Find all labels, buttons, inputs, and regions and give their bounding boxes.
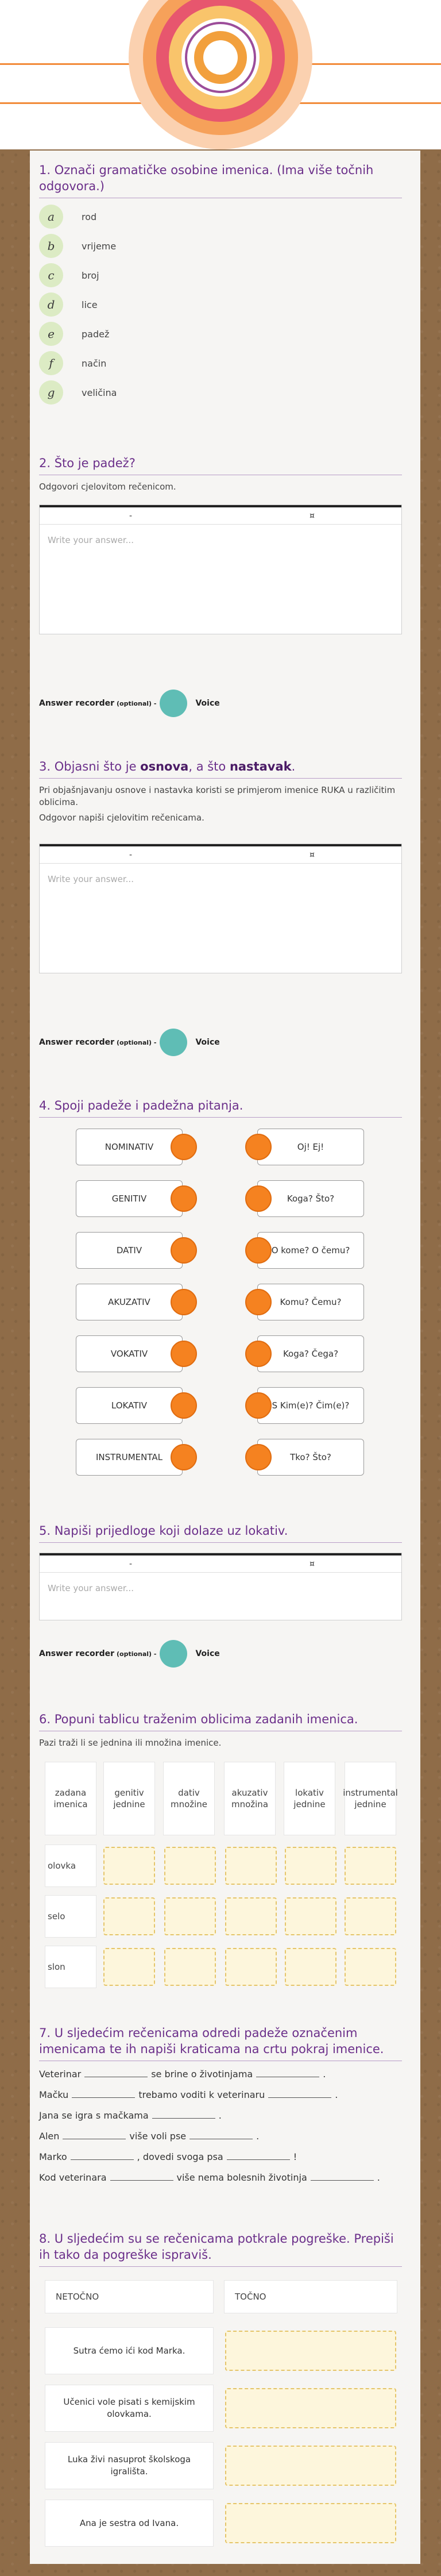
option-text: broj (82, 269, 99, 281)
match-left-connector[interactable] (171, 1341, 197, 1367)
wrong-sentence: Ana je sestra od Ivana. (45, 2500, 214, 2547)
voice-label: Voice (195, 1038, 220, 1047)
table-drop-cell[interactable] (103, 1948, 155, 1986)
sentence-item (39, 2110, 222, 2121)
sentence-text: Mačku (39, 2089, 69, 2100)
match-right-item[interactable]: O kome? O čemu? (257, 1232, 364, 1269)
table-drop-cell[interactable] (164, 1847, 216, 1885)
answer-placeholder: Write your answer... (48, 1583, 134, 1593)
sentence-text: više voli pse (129, 2131, 187, 2142)
question-8 (39, 2231, 402, 2267)
question-4-title: 4. Spoji padeže i padežna pitanja. (39, 1098, 402, 1118)
option-text: vrijeme (82, 240, 117, 252)
voice-record-button[interactable] (160, 690, 187, 717)
answer-recorder-q5 (39, 1640, 220, 1668)
table-drop-cell[interactable] (225, 1897, 277, 1935)
sentence-item (39, 2131, 259, 2142)
question-7-title: 7. U sljedećim rečenicama odredi padeže označenim imenicama te ih napiši kraticama na crtu pokraj imenice. (39, 2025, 402, 2061)
table-drop-cell[interactable] (345, 1847, 396, 1885)
table-drop-cell[interactable] (103, 1897, 155, 1935)
header-banner (0, 0, 441, 149)
voice-label: Voice (195, 699, 220, 708)
answer-blank[interactable] (71, 2159, 134, 2160)
match-left-connector[interactable] (171, 1134, 197, 1160)
table-header: lokativ jednine (284, 1762, 335, 1835)
option-a[interactable] (39, 204, 402, 229)
option-letter: e (39, 322, 63, 346)
sentence-text: trebamo voditi k veterinaru (138, 2089, 265, 2100)
sentence-text: , dovedi svoga psa (137, 2151, 223, 2162)
option-text: padež (82, 328, 110, 340)
wrong-sentence: Luka živi nasuprot školskoga igrališta. (45, 2442, 214, 2489)
option-letter: f (39, 351, 63, 375)
option-text: veličina (82, 387, 117, 398)
question-4 (39, 1098, 402, 1118)
answer-blank[interactable] (227, 2159, 290, 2160)
answer-placeholder: Write your answer... (48, 535, 134, 545)
column-header-right: TOČNO (224, 2280, 397, 2313)
match-left-item[interactable]: VOKATIV (76, 1335, 183, 1372)
question-6 (39, 1711, 402, 1749)
match-left-item[interactable]: INSTRUMENTAL (76, 1439, 183, 1476)
question-5 (39, 1523, 402, 1543)
sentence-item (39, 2172, 380, 2183)
table-header: akuzativ množina (224, 1762, 276, 1835)
option-letter: d (39, 292, 63, 317)
option-f[interactable] (39, 351, 402, 376)
answer-box-q3[interactable] (39, 844, 402, 973)
match-left-connector[interactable] (171, 1392, 197, 1419)
question-3 (39, 758, 402, 824)
question-2 (39, 455, 402, 493)
table-header: genitiv jednine (103, 1762, 155, 1835)
match-left-item[interactable]: GENITIV (76, 1180, 183, 1217)
question-6-title: 6. Popuni tablicu traženim oblicima zadanih imenica. (39, 1711, 402, 1731)
answer-box-q5[interactable] (39, 1553, 402, 1620)
table-drop-cell[interactable] (285, 1847, 336, 1885)
title-part: 3. Objasni što je (39, 760, 141, 773)
question-1 (39, 162, 402, 405)
match-right-connector[interactable] (245, 1341, 272, 1367)
answer-box-q2[interactable] (39, 505, 402, 634)
editor-toolbar (40, 1553, 401, 1573)
table-drop-cell[interactable] (345, 1897, 396, 1935)
sentence-text: . (323, 2069, 326, 2080)
answer-blank[interactable] (152, 2118, 215, 2119)
sentence-text: Marko (39, 2151, 67, 2162)
answer-recorder-q3 (39, 1029, 220, 1056)
correction-drop-cell[interactable] (225, 2331, 396, 2371)
recorder-optional: (optional) - (116, 699, 157, 707)
option-letter: c (39, 263, 63, 287)
answer-placeholder: Write your answer... (48, 874, 134, 884)
correction-drop-cell[interactable] (225, 2388, 396, 2428)
option-text: način (82, 357, 107, 369)
editor-toolbar (40, 505, 401, 525)
answer-blank[interactable] (72, 2097, 135, 2098)
recorder-optional: (optional) - (116, 1038, 157, 1046)
option-b[interactable] (39, 233, 402, 259)
answer-blank[interactable] (110, 2180, 173, 2181)
sentence-text: se brine o životinjama (151, 2069, 253, 2080)
match-right-connector[interactable] (245, 1444, 272, 1470)
question-3-title (39, 758, 402, 779)
table-row-label: selo (45, 1895, 96, 1938)
match-left-item[interactable]: NOMINATIV (76, 1129, 183, 1165)
table-drop-cell[interactable] (345, 1948, 396, 1986)
table-drop-cell[interactable] (285, 1897, 336, 1935)
option-letter: g (39, 380, 63, 405)
option-c[interactable] (39, 263, 402, 288)
title-keyword-osnova: osnova (140, 760, 189, 773)
question-6-instruction: Pazi traži li se jednina ili množina imenice. (39, 1738, 222, 1748)
match-right-item[interactable]: Komu? Čemu? (257, 1284, 364, 1320)
voice-record-button[interactable] (160, 1029, 187, 1056)
toolbar-left-tool[interactable]: - (129, 1559, 133, 1569)
editor-toolbar (40, 844, 401, 864)
match-right-connector[interactable] (245, 1185, 272, 1212)
match-right-item[interactable]: Koga? Čega? (257, 1335, 364, 1372)
option-g[interactable] (39, 380, 402, 405)
sentence-text: Veterinar (39, 2069, 82, 2080)
table-drop-cell[interactable] (164, 1948, 216, 1986)
match-left-connector[interactable] (171, 1185, 197, 1212)
option-letter: b (39, 234, 63, 258)
sentence-text: . (218, 2110, 222, 2121)
sentence-item (39, 2069, 326, 2080)
match-right-connector[interactable] (245, 1289, 272, 1315)
option-text: lice (82, 299, 98, 310)
recorder-label: Answer recorder (39, 699, 114, 708)
match-left-connector[interactable] (171, 1289, 197, 1315)
recorder-optional: (optional) - (116, 1650, 157, 1658)
sentence-text: Kod veterinara (39, 2172, 107, 2183)
toolbar-left-tool[interactable]: - (129, 850, 133, 860)
correction-drop-cell[interactable] (225, 2446, 396, 2486)
title-keyword-nastavak: nastavak (229, 760, 292, 773)
sentence-text: više nema bolesnih životinja (176, 2172, 307, 2183)
table-drop-cell[interactable] (225, 1847, 277, 1885)
sentence-text: . (256, 2131, 260, 2142)
wrong-sentence: Učenici vole pisati s kemijskim olovkama. (45, 2385, 214, 2432)
toolbar-right-tool[interactable]: ¤ (310, 511, 315, 521)
option-letter: a (39, 205, 63, 229)
answer-blank[interactable] (268, 2097, 331, 2098)
table-header: dativ množine (163, 1762, 215, 1835)
question-5-title: 5. Napiši prijedloge koji dolaze uz lokativ. (39, 1523, 402, 1543)
question-8-title: 8. U sljedećim su se rečenicama potkrale pogreške. Prepiši ih tako da pogreške ispraviš. (39, 2231, 402, 2267)
toolbar-left-tool[interactable]: - (129, 511, 133, 521)
question-3-instruction: Pri objašnjavanju osnove i nastavka koristi se primjerom imenice RUKA u različitim oblicima. (39, 785, 396, 807)
question-3-instruction-2: Odgovor napiši cjelovitim rečenicama. (39, 813, 204, 823)
sentence-text: Jana se igra s mačkama (39, 2110, 149, 2121)
table-row-label: slon (45, 1946, 96, 1988)
match-left-connector[interactable] (171, 1444, 197, 1470)
match-right-connector[interactable] (245, 1392, 272, 1419)
match-left-item[interactable]: AKUZATIV (76, 1284, 183, 1320)
option-d[interactable] (39, 292, 402, 317)
question-1-title: 1. Označi gramatičke osobine imenica. (Ima više točnih odgovora.) (39, 162, 402, 198)
sentence-item (39, 2089, 338, 2100)
title-part: , a što (188, 760, 230, 773)
sentence-text: Alen (39, 2131, 60, 2142)
match-left-item[interactable]: LOKATIV (76, 1387, 183, 1424)
option-text: rod (82, 211, 97, 222)
table-header: instrumental jednine (345, 1762, 396, 1835)
voice-label: Voice (195, 1649, 220, 1658)
question-7 (39, 2025, 402, 2061)
title-part: . (291, 760, 296, 773)
match-left-connector[interactable] (171, 1237, 197, 1264)
wrong-sentence: Sutra ćemo ići kod Marka. (45, 2327, 214, 2374)
table-drop-cell[interactable] (285, 1948, 336, 1986)
match-right-item[interactable]: Koga? Što? (257, 1180, 364, 1217)
sentence-item (39, 2151, 297, 2162)
option-list (39, 204, 402, 405)
table-drop-cell[interactable] (103, 1847, 155, 1885)
match-right-connector[interactable] (245, 1237, 272, 1264)
match-right-connector[interactable] (245, 1134, 272, 1160)
answer-recorder-q2 (39, 690, 220, 717)
recorder-label: Answer recorder (39, 1649, 114, 1658)
table-header: zadana imenica (45, 1762, 96, 1835)
sentence-text: . (335, 2089, 338, 2100)
match-right-item[interactable]: Oj! Ej! (257, 1129, 364, 1165)
correction-drop-cell[interactable] (225, 2503, 396, 2543)
question-2-title: 2. Što je padež? (39, 455, 402, 475)
recorder-label: Answer recorder (39, 1038, 114, 1047)
sentence-text: . (377, 2172, 380, 2183)
toolbar-right-tool[interactable]: ¤ (310, 1559, 315, 1569)
toolbar-right-tool[interactable]: ¤ (310, 850, 315, 860)
table-drop-cell[interactable] (164, 1897, 216, 1935)
table-drop-cell[interactable] (225, 1948, 277, 1986)
answer-blank[interactable] (311, 2180, 374, 2181)
match-left-item[interactable]: DATIV (76, 1232, 183, 1269)
table-row-label: olovka (45, 1845, 96, 1887)
match-right-item[interactable]: S Kim(e)? Čim(e)? (257, 1387, 364, 1424)
question-2-instruction: Odgovori cjelovitom rečenicom. (39, 482, 176, 492)
option-e[interactable] (39, 321, 402, 346)
voice-record-button[interactable] (160, 1640, 187, 1668)
sentence-text: ! (293, 2151, 297, 2162)
match-right-item[interactable]: Tko? Što? (257, 1439, 364, 1476)
column-header-wrong: NETOČNO (45, 2280, 214, 2313)
mandala-logo (123, 0, 318, 149)
